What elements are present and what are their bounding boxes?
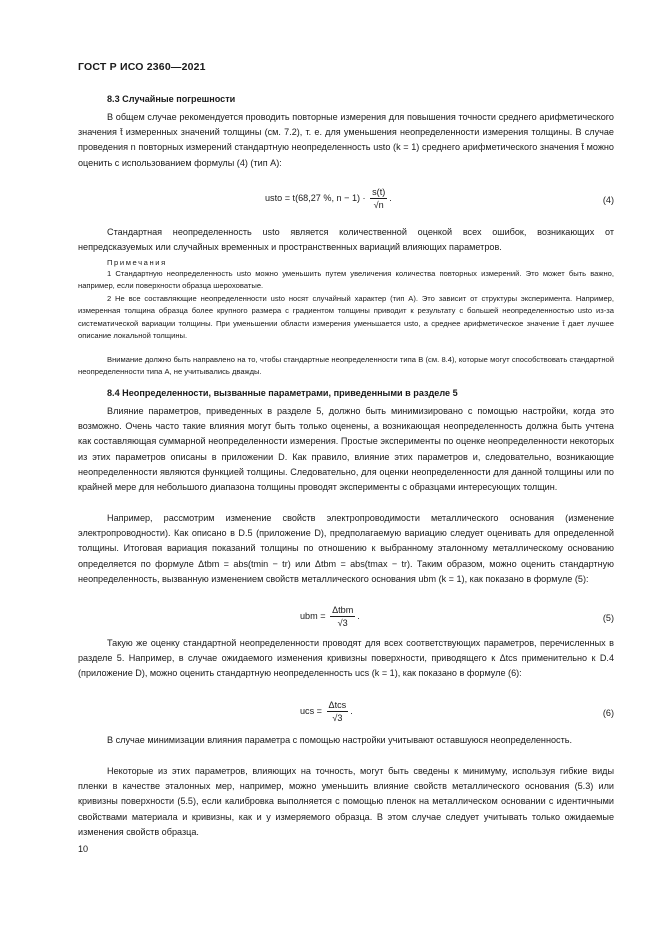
note-1: 1 Стандартную неопределенность usto можно уменьшить путем увеличения количества повторных измерений. Это может быть важно, например, если поверхности образца шероховатые. xyxy=(78,269,614,291)
section-8-4-paragraph-1: Влияние параметров, приведенных в разделе 5, должно быть минимизировано с помощью настройки, когда это возможно. Очень часто такие влияния могут быть только оценены, а возникающая неопределенность должна быть учтена как составляющая суммарной неопределенности измерения. Простые эксперименты по оценке неопределенности некоторых из этих параметров описаны в приложении D. Как правило, влияние этих параметров и, следовательно, возникающие неопределенности являются функцией толщины. Следовательно, для оценки неопределенности для данной толщины или по крайней мере для небольшого диапазона толщины проводят эксперименты с образцами интересующих толщин. xyxy=(78,406,614,493)
formula-5-left: ubm = xyxy=(300,610,326,621)
formula-4-fraction xyxy=(370,186,387,211)
formula-6-fraction xyxy=(327,699,349,724)
formula-4: usto = t(68,27 %, n − 1) · $\frac{s(t)}{√n}$ . (4) xyxy=(265,187,614,210)
formula-4-left: usto = t(68,27 %, n − 1) · xyxy=(265,192,366,203)
section-8-3-heading: 8.3 Случайные погрешности xyxy=(107,94,236,104)
page-number: 10 xyxy=(78,844,89,854)
section-8-4-paragraph-3: Такую же оценку стандартной неопределенности проводят для всех соответствующих параметров, перечисленных в разделе 5. Например, в случае ожидаемого изменения кривизны поверхности, приводящего к Δtcs применительно к D.4 (приложение D), можно оценить стандартную неопределенность ucs (k = 1), как показано в формуле (6): xyxy=(78,638,614,679)
section-8-4-paragraph-2: Например, рассмотрим изменение свойств электропроводимости металлического основания (изменение электропроводности). Как описано в D.5 (приложение D), предполагаемую вариацию следует оценивать для определенной толщины. Итоговая вариация показаний толщины по отношению к выбранному эталонному металлическому основанию определяется по формуле Δtbm = abs(tmin − tr) или Δtbm = abs(tmax − tr). Таким образом, можно оценить стандартную неопределенность, вызванную изменением свойств металлического основания ubm (k = 1), как показано в формуле (5): xyxy=(78,513,614,584)
formula-5-denominator: √3 xyxy=(337,618,348,628)
formula-6-left: ucs = xyxy=(300,705,322,716)
formula-6-denominator: √3 xyxy=(332,713,343,723)
section-8-4-heading: 8.4 Неопределенности, вызванные параметрами, приведенными в разделе 5 xyxy=(107,388,458,398)
note-2: 2 Не все составляющие неопределенности usto носят случайный характер (тип А). Это зависит от структуры эксперимента. Например, измеренная толщина образца более крупного размера с градиентом толщины приводит к результату с большей неопределенностью usto из-за систематической вариации толщины. При уменьшении области измерения уменьшается usto, а среднее арифметическое значение t̄ дает лучшее описание локальной толщины. xyxy=(78,294,614,340)
section-8-4-paragraph-5: Некоторые из этих параметров, влияющих на точность, могут быть сведены к минимуму, используя гибкие виды пленки в качестве эталонных мер, например, можно уменьшить влияние свойств металлического основания (5.3) или кривизны поверхности (5.5), если калибровка выполняется с помощью пленок на металлическом основании с идентичными свойствами материала и кривизны, как и у измеряемого образца. В этом случае следует учитывать только ожидаемые изменения свойств образца. xyxy=(78,766,614,837)
section-8-3-paragraph-2: Стандартная неопределенность usto является количественной оценкой всех ошибок, возникающих от непредсказуемых или случайных временных и пространственных вариаций влияющих параметров. xyxy=(78,227,614,253)
formula-6-numerator: Δtcs xyxy=(328,700,347,710)
formula-5-fraction xyxy=(330,604,355,629)
formula-5: ubm = $\frac{\text{Δtbm}}{√3}$ . (5) xyxy=(300,605,614,628)
formula-6: ucs = $\frac{\text{Δtcs}}{√3}$ . (6) xyxy=(300,700,614,723)
formula-6-number: (6) xyxy=(602,708,614,718)
formula-5-numerator: Δtbm xyxy=(332,605,354,615)
notes-label: Примечания xyxy=(107,258,167,267)
formula-4-denominator: √n xyxy=(373,200,384,210)
note-3: Внимание должно быть направлено на то, чтобы стандартные неопределенности типа В (см. 8.4), которые могут способствовать стандартной неопределенности типа А, не учитывались дважды. xyxy=(78,355,614,377)
formula-4-numerator: s(t) xyxy=(372,187,386,197)
formula-4-number: (4) xyxy=(602,195,614,205)
document-header: ГОСТ Р ИСО 2360—2021 xyxy=(78,61,206,73)
section-8-4-paragraph-4: В случае минимизации влияния параметра с помощью настройки учитывают оставшуюся неопределенность. xyxy=(107,735,573,745)
formula-5-number: (5) xyxy=(602,613,614,623)
section-8-3-paragraph-1: В общем случае рекомендуется проводить повторные измерения для повышения точности среднего арифметического значения t̄ измеренных значений толщины (см. 7.2), т. е. для уменьшения неопределенности измерения толщины. В случае проведения n повторных измерений стандартную неопределенность usto (k = 1) среднего арифметического значения t̄ можно оценить с использованием формулы (4) (тип А): xyxy=(78,112,614,168)
